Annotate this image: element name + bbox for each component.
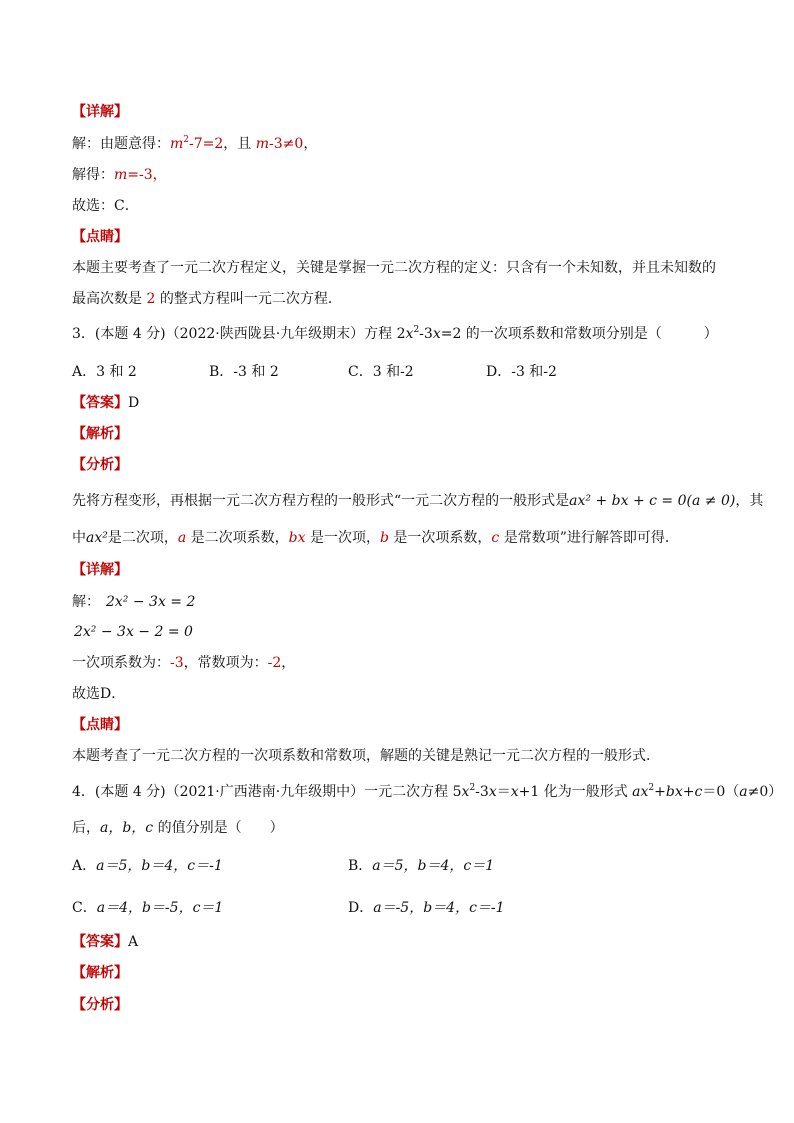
section-label-xiangjie: 【详解】	[72, 104, 128, 120]
general-form-formula: ax² + bx + c = 0(a ≠ 0)	[569, 493, 736, 509]
note-text: 最高次数是	[72, 291, 147, 307]
coef-line	[72, 653, 295, 673]
stem-text: +1 化为一般形式	[518, 784, 633, 800]
stem-text: 4．(本题 4 分)（2021·广西港南·九年级期中）一元二次方程 5	[72, 784, 462, 800]
var-x: x	[432, 326, 441, 342]
section-label-jiexi: 【解析】	[72, 426, 128, 442]
var-m: m	[255, 136, 270, 152]
stem-text: 后，	[72, 820, 100, 836]
coef-value: -3	[170, 655, 184, 671]
option-label: D．	[348, 900, 374, 916]
option-c: C．3 和-2	[348, 364, 414, 380]
term-bx: bx	[665, 784, 683, 800]
stem-text: 3．(本题 4 分)（2022·陕西陇县·九年级期末）方程 2	[72, 326, 406, 342]
analysis-text: 中	[72, 530, 86, 546]
var-m: m	[114, 167, 128, 183]
equation-part: -3≠0	[269, 136, 304, 152]
option-b: B．-3 和 2	[209, 364, 279, 380]
term-bx: bx	[288, 530, 306, 546]
stem-text: =2 的一次项系数和常数项分别是（ ）	[440, 326, 718, 342]
question-4-stem-line-2	[72, 818, 284, 838]
exponent: 2	[469, 783, 476, 793]
stem-text: -3	[475, 784, 489, 800]
coef-text: ，常数项为：	[183, 655, 268, 671]
section-label-dianjing: 【点睛】	[72, 229, 128, 245]
punct: ，	[281, 655, 296, 671]
stem-text: 的值分别是（ ）	[153, 820, 284, 836]
answer-line	[72, 932, 138, 952]
solution-step-1	[72, 592, 195, 612]
equation: 2x² − 3x = 2	[106, 594, 196, 610]
answer-value: D	[128, 395, 140, 411]
option-b	[348, 856, 494, 876]
exponent: 2	[648, 783, 655, 793]
solution-line-1	[72, 134, 317, 154]
option-label: A．	[72, 858, 97, 874]
var-b: b	[379, 530, 389, 546]
solution-step-2	[72, 622, 193, 642]
answer-value: A	[128, 934, 139, 950]
result-value: =-3，	[127, 167, 167, 183]
stem-text: ＝	[496, 784, 511, 800]
section-label-dianjing: 【点睛】	[72, 717, 128, 733]
question-3-stem	[72, 324, 718, 344]
var-a: a	[177, 530, 187, 546]
analysis-line-2	[72, 528, 679, 548]
const-value: -2	[267, 655, 282, 671]
punct: ，	[303, 136, 318, 152]
section-label-fenxi: 【分析】	[72, 457, 128, 473]
var-x: x	[510, 784, 519, 800]
option-label: C．	[72, 900, 97, 916]
note-line-2	[72, 289, 342, 309]
option-text: a＝5，b＝4，c＝1	[372, 858, 495, 874]
section-label-xiangjie: 【详解】	[72, 562, 128, 578]
option-text: a＝4，b＝-5，c＝1	[96, 900, 224, 916]
var-x: x	[405, 326, 414, 342]
solution-prefix: 解：由题意得：	[72, 136, 170, 152]
section-label-fenxi: 【分析】	[72, 997, 128, 1013]
vars-abc: a，b，c	[100, 820, 154, 836]
section-label-daan: 【答案】	[72, 934, 128, 950]
note-line: 本题考查了一元二次方程的一次项系数和常数项，解题的关键是熟记一元二次方程的一般形式．	[72, 748, 660, 764]
stem-text: ＝0（	[702, 784, 740, 800]
option-text: a＝5，b＝4，c＝-1	[96, 858, 223, 874]
var-x: x	[488, 784, 497, 800]
note-text: 的整式方程叫一元二次方程．	[155, 291, 342, 307]
analysis-text: 是常数项”进行解答即可得．	[499, 530, 679, 546]
analysis-text: 是二次项系数，	[186, 530, 289, 546]
option-d: D．-3 和-2	[486, 364, 557, 380]
analysis-line-1	[72, 491, 763, 511]
option-d	[348, 898, 505, 918]
option-text: a＝-5，b＝4，c＝-1	[373, 900, 505, 916]
analysis-text: 是二次项，	[107, 530, 178, 546]
note-line-1: 本题主要考查了一元二次方程定义，关键是掌握一元二次方程的定义：只含有一个未知数，并且未知数的	[72, 260, 716, 276]
analysis-text: 是一次项系数，	[388, 530, 492, 546]
stem-text: ≠0）	[747, 784, 783, 800]
var-m: m	[170, 136, 184, 152]
question-4-stem-line-1	[72, 782, 782, 802]
conjunction: ，且	[223, 136, 256, 152]
choice-line: 故选：C．	[72, 198, 139, 214]
var-c: c	[491, 530, 500, 546]
choice-line: 故选D．	[72, 686, 126, 702]
option-c	[72, 898, 223, 918]
term-ax: ax	[632, 784, 649, 800]
option-a: A．3 和 2	[72, 364, 137, 380]
result-prefix: 解得：	[72, 167, 114, 183]
note-number: 2	[146, 291, 156, 307]
analysis-text: 是一次项，	[305, 530, 380, 546]
analysis-text: 先将方程变形，再根据一元二次方程方程的一般形式“一元二次方程的一般形式是	[72, 493, 570, 509]
analysis-text: ，其	[735, 493, 764, 509]
solution-prefix: 解：	[72, 594, 100, 610]
equation-part: -7=2	[189, 136, 224, 152]
exponent: 2	[183, 135, 190, 145]
stem-text: +	[682, 784, 695, 800]
answer-line	[72, 393, 139, 413]
equation: 2x² − 3x − 2 = 0	[74, 624, 193, 640]
term-ax2: ax²	[86, 530, 108, 546]
section-label-jiexi: 【解析】	[72, 965, 128, 981]
coef-text: 一次项系数为：	[72, 655, 170, 671]
stem-text: +	[654, 784, 666, 800]
var-a: a	[739, 784, 748, 800]
option-label: B．	[348, 858, 373, 874]
exponent: 2	[413, 325, 420, 335]
var-c: c	[694, 784, 703, 800]
stem-text: -3	[419, 326, 433, 342]
solution-result	[72, 165, 167, 185]
section-label-daan: 【答案】	[72, 395, 128, 411]
var-x: x	[461, 784, 470, 800]
option-a	[72, 856, 223, 876]
